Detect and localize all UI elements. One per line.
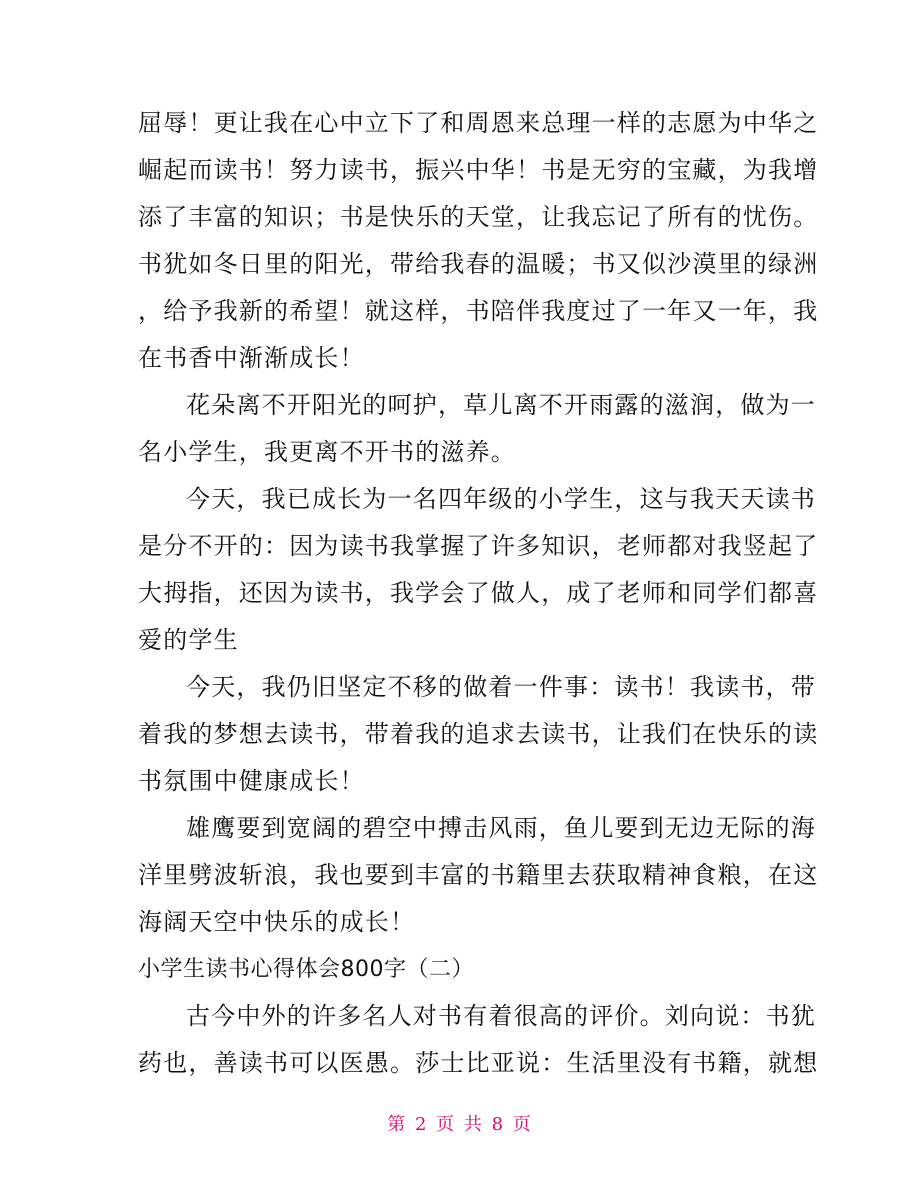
paragraph-start-line: 花朵离不开阳光的呵护，草儿离不开雨露的滋润，做为一 (186, 391, 816, 419)
section-heading: 小学生读书心得体会800字（二） (138, 957, 474, 982)
text-line: 书氛围中健康成长！ (138, 767, 365, 795)
text-line: ，给予我新的希望！就这样，书陪伴我度过了一年又一年，我 (138, 297, 819, 325)
text-line: 药也，善读书可以医愚。莎士比亚说：生活里没有书籍，就想 (138, 1049, 819, 1077)
text-line: 书犹如冬日里的阳光，带给我春的温暖；书又似沙漠里的绿洲 (138, 250, 819, 278)
paragraph-start-line: 今天，我仍旧坚定不移的做着一件事：读书！我读书，带 (186, 673, 816, 701)
page-number-footer: 第 2 页 共 8 页 (387, 1114, 533, 1135)
text-line: 崛起而读书！努力读书，振兴中华！书是无穷的宝藏，为我增 (138, 156, 819, 184)
text-line: 大拇指，还因为读书，我学会了做人，成了老师和同学们都喜 (138, 579, 819, 607)
text-line: 名小学生，我更离不开书的滋养。 (138, 438, 516, 466)
text-line: 洋里劈波斩浪，我也要到丰富的书籍里去获取精神食粮，在这 (138, 861, 819, 889)
paragraph-start-line: 今天，我已成长为一名四年级的小学生，这与我天天读书 (186, 485, 816, 513)
text-line: 是分不开的：因为读书我掌握了许多知识，老师都对我竖起了 (138, 532, 819, 560)
text-line: 海阔天空中快乐的成长！ (138, 908, 416, 936)
text-line: 在书香中渐渐成长！ (138, 344, 365, 372)
paragraph-start-line: 雄鹰要到宽阔的碧空中搏击风雨，鱼儿要到无边无际的海 (186, 814, 816, 842)
text-line: 着我的梦想去读书，带着我的追求去读书，让我们在快乐的读 (138, 720, 819, 748)
text-line: 添了丰富的知识；书是快乐的天堂，让我忘记了所有的忧伤。 (138, 203, 819, 231)
paragraph-start-line: 古今中外的许多名人对书有着很高的评价。刘向说：书犹 (186, 1002, 816, 1030)
text-line: 爱的学生 (138, 626, 239, 654)
text-line: 屈辱！更让我在心中立下了和周恩来总理一样的志愿为中华之 (138, 109, 819, 137)
document-body (138, 100, 819, 1087)
